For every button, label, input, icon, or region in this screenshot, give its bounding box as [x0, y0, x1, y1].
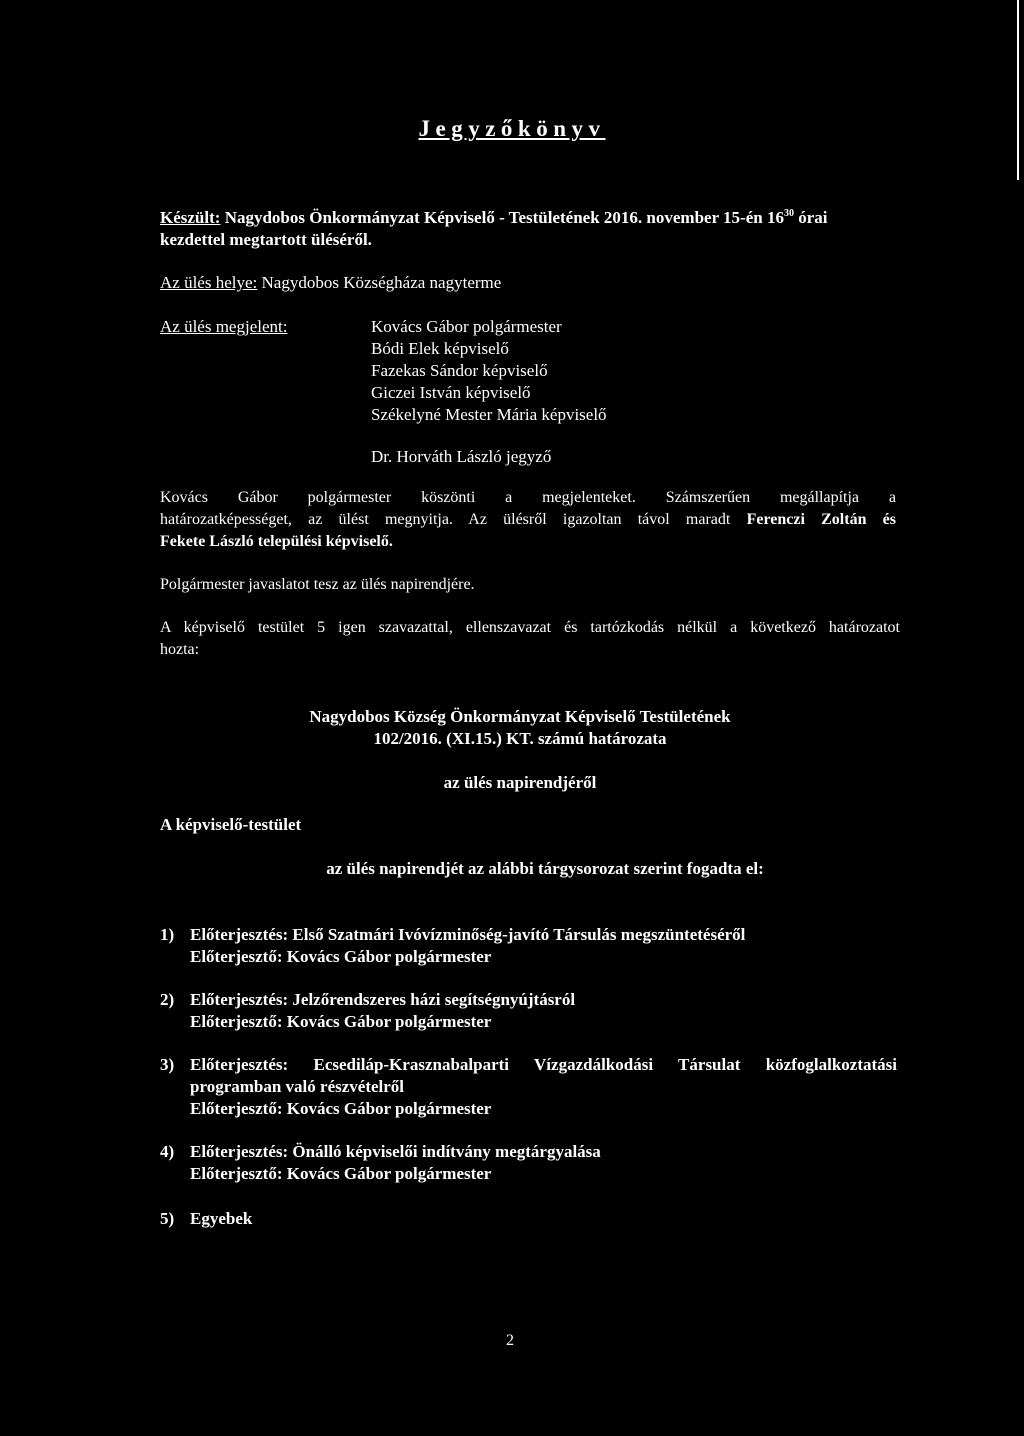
helye-line	[160, 272, 501, 294]
agenda-item-2	[190, 989, 575, 1033]
agenda-item-3	[190, 1054, 897, 1120]
megjelent-label: Az ülés megjelent:	[160, 317, 288, 336]
vote-line-2: hozta:	[160, 641, 200, 658]
proposal-line: Polgármester javaslatot tesz az ülés napirendjére.	[160, 576, 475, 593]
member-item: Fazekas Sándor képviselő	[371, 361, 548, 380]
agenda-num: 3)	[160, 1055, 175, 1074]
opening-line-2	[160, 509, 896, 531]
resolution-decision: az ülés napirendjét az alábbi tárgysorozat szerint fogadta el:	[326, 859, 764, 878]
agenda-item-5	[190, 1208, 252, 1230]
helye-text: Nagydobos Községháza nagyterme	[261, 273, 502, 292]
agenda-line: Előterjesztő: Kovács Gábor polgármester	[190, 1099, 492, 1118]
keszult-text: Nagydobos Önkormányzat Képviselő - Testületének 2016. november 15-én 16	[224, 208, 784, 227]
agenda-line: programban való részvételről	[190, 1077, 405, 1096]
agenda-num: 1)	[160, 925, 175, 944]
vote-line-1: A képviselő testület 5 igen szavazattal, ellenszavazat és tartózkodás nélkül a következő határozatot	[160, 619, 900, 636]
document-title: Jegyzőkönyv	[418, 116, 606, 141]
agenda-num: 4)	[160, 1142, 175, 1161]
keszult-text-end: órai	[793, 208, 828, 227]
opening-line-3: Fekete László települési képviselő.	[160, 533, 393, 550]
keszult-line	[160, 207, 828, 229]
agenda-line: Egyebek	[190, 1209, 253, 1228]
agenda-num: 2)	[160, 990, 175, 1009]
helye-label: Az ülés helye:	[160, 273, 258, 292]
member-item: Giczei István képviselő	[371, 383, 531, 402]
member-list	[371, 316, 607, 426]
resolution-subject: az ülés napirendjéről	[443, 773, 597, 792]
opening-line-2-bold: Ferenczi Zoltán és	[746, 511, 896, 528]
member-item: Székelyné Mester Mária képviselő	[371, 405, 607, 424]
agenda-item-1	[190, 924, 745, 968]
keszult-sup: 30	[783, 208, 794, 219]
page-edge-line	[1017, 0, 1019, 180]
agenda-line: Előterjesztés: Jelzőrendszeres házi segítségnyújtásról	[190, 990, 576, 1009]
agenda-item-4	[190, 1141, 601, 1185]
resolution-heading-2: 102/2016. (XI.15.) KT. számú határozata	[373, 729, 667, 748]
agenda-line: Előterjesztő: Kovács Gábor polgármester	[190, 947, 492, 966]
keszult-line2: kezdettel megtartott üléséről.	[160, 230, 372, 249]
agenda-num: 5)	[160, 1209, 175, 1228]
agenda-line: Előterjesztő: Kovács Gábor polgármester	[190, 1012, 492, 1031]
jegyzo-line: Dr. Horváth László jegyző	[371, 447, 552, 466]
agenda-line: Előterjesztés: Ecsediláp-Krasznabalparti Vízgazdálkodási Társulat közfoglalkoztatási	[190, 1055, 897, 1074]
page-number: 2	[506, 1332, 514, 1349]
resolution-heading-1: Nagydobos Község Önkormányzat Képviselő Testületének	[309, 707, 731, 726]
opening-line-1: Kovács Gábor polgármester köszönti a megjelenteket. Számszerűen megállapítja a	[160, 489, 896, 506]
agenda-line: Előterjesztés: Önálló képviselői indítvány megtárgyalása	[190, 1142, 601, 1161]
opening-line-2-plain: határozatképességet, az ülést megnyitja. Az ülésről igazoltan távol maradt	[160, 511, 747, 528]
agenda-line: Előterjesztés: Első Szatmári Ivóvízminőség-javító Társulás megszüntetéséről	[190, 925, 746, 944]
keszult-label: Készült:	[160, 208, 221, 227]
member-item: Kovács Gábor polgármester	[371, 317, 562, 336]
resolution-body: A képviselő-testület	[160, 815, 302, 834]
agenda-line: Előterjesztő: Kovács Gábor polgármester	[190, 1164, 492, 1183]
member-item: Bódi Elek képviselő	[371, 339, 509, 358]
